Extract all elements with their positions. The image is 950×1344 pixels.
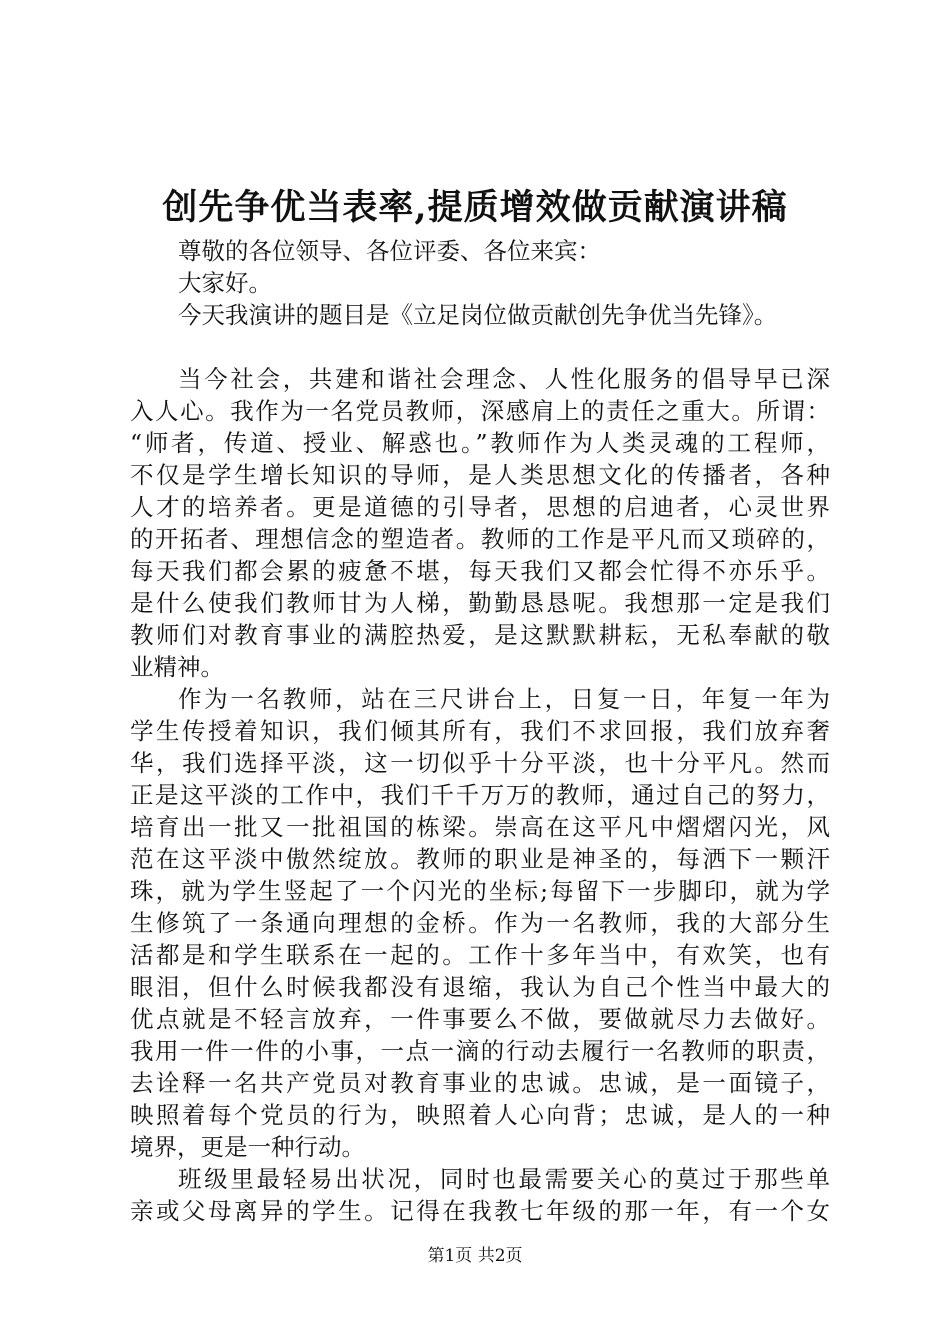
paragraph-line: 眼泪，但什么时候我都没有退缩，我认为自己个性当中最大的 xyxy=(130,973,830,1001)
paragraph-line: 业精神。 xyxy=(130,653,224,681)
paragraph-line: 教师们对教育事业的满腔热爱，是这默默耕耘，无私奉献的敬 xyxy=(130,621,830,649)
page-footer: 第1页 共2页 xyxy=(427,1246,523,1266)
paragraph-line: 活都是和学生联系在一起的。工作十多年当中，有欢笑，也有 xyxy=(130,941,830,969)
paragraph-line: 不仅是学生增长知识的导师，是人类思想文化的传播者，各种 xyxy=(130,461,830,489)
paragraph-line: 的开拓者、理想信念的塑造者。教师的工作是平凡而又琐碎的， xyxy=(130,525,830,553)
paragraph-line: 班级里最轻易出状况，同时也最需要关心的莫过于那些单 xyxy=(178,1165,830,1193)
paragraph-line: 学生传授着知识，我们倾其所有，我们不求回报，我们放弃奢 xyxy=(130,717,830,745)
paragraph-line: 作为一名教师，站在三尺讲台上，日复一日，年复一年为 xyxy=(178,685,830,713)
paragraph-line: 当今社会，共建和谐社会理念、人性化服务的倡导早已深 xyxy=(178,365,830,393)
paragraph-line: 范在这平淡中傲然绽放。教师的职业是神圣的，每洒下一颗汗 xyxy=(130,845,830,873)
document-title: 创先争优当表率,提质增效做贡献演讲稿 xyxy=(162,187,788,228)
paragraph-line: 我用一件一件的小事，一点一滴的行动去履行一名教师的职责， xyxy=(130,1037,830,1065)
salutation-line: 尊敬的各位领导、各位评委、各位来宾： xyxy=(178,237,601,265)
topic-line: 今天我演讲的题目是《立足岗位做贡献创先争优当先锋》。 xyxy=(178,301,778,329)
paragraph-line: “师者，传道、授业、解惑也。”教师作为人类灵魂的工程师， xyxy=(130,429,830,457)
greeting-line: 大家好。 xyxy=(178,269,272,297)
paragraph-line: 境界，更是一种行动。 xyxy=(130,1133,365,1161)
paragraph-line: 生修筑了一条通向理想的金桥。作为一名教师，我的大部分生 xyxy=(130,909,830,937)
paragraph-line: 亲或父母离异的学生。记得在我教七年级的那一年，有一个女 xyxy=(130,1197,830,1225)
paragraph-line: 珠，就为学生竖起了一个闪光的坐标;每留下一步脚印，就为学 xyxy=(130,877,830,905)
paragraph-line: 每天我们都会累的疲惫不堪，每天我们又都会忙得不亦乐乎。 xyxy=(130,557,830,585)
paragraph-line: 人才的培养者。更是道德的引导者，思想的启迪者，心灵世界 xyxy=(130,493,830,521)
paragraph-line: 培育出一批又一批祖国的栋梁。崇高在这平凡中熠熠闪光，风 xyxy=(130,813,830,841)
paragraph-line: 华，我们选择平淡，这一切似乎十分平淡，也十分平凡。然而 xyxy=(130,749,830,777)
paragraph-line: 映照着每个党员的行为，映照着人心向背；忠诚，是人的一种 xyxy=(130,1101,830,1129)
document-body xyxy=(130,235,830,1227)
paragraph-line: 正是这平淡的工作中，我们千千万万的教师，通过自己的努力， xyxy=(130,781,830,809)
paragraph-line: 优点就是不轻言放弃，一件事要么不做，要做就尽力去做好。 xyxy=(130,1005,830,1033)
paragraph-line: 去诠释一名共产党员对教育事业的忠诚。忠诚，是一面镜子， xyxy=(130,1069,830,1097)
paragraph-line: 是什么使我们教师甘为人梯，勤勤恳恳呢。我想那一定是我们 xyxy=(130,589,830,617)
paragraph-line: 入人心。我作为一名党员教师，深感肩上的责任之重大。所谓： xyxy=(130,397,830,425)
blank-line xyxy=(130,331,830,363)
